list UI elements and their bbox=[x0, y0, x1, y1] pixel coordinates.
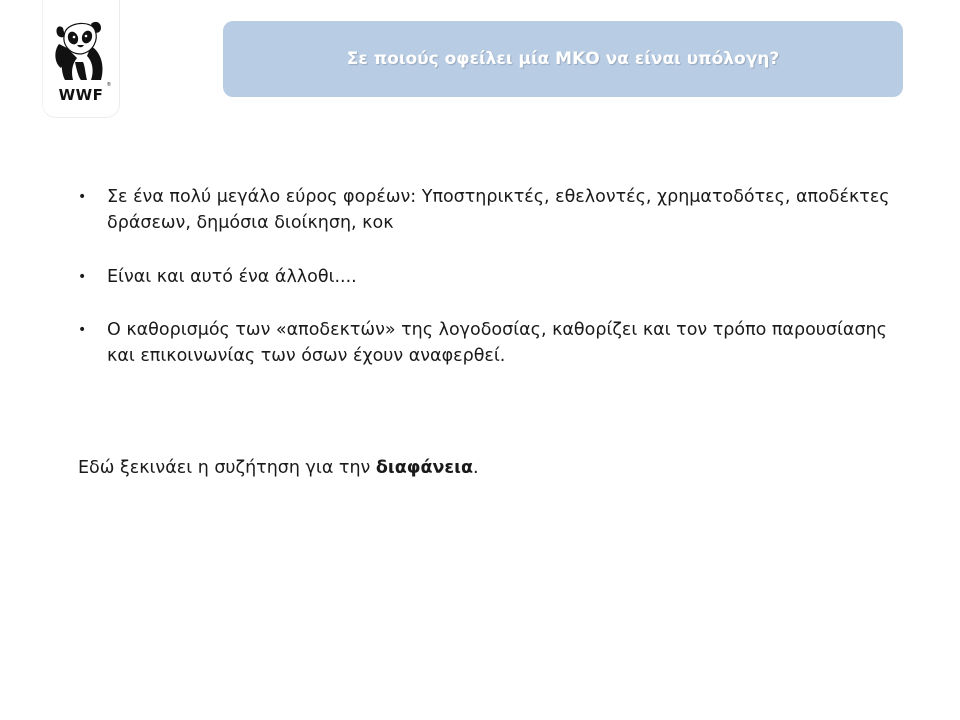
bullet-marker: • bbox=[78, 269, 87, 285]
panda-icon bbox=[51, 18, 111, 84]
bullet-text: Ο καθορισμός των «αποδεκτών» της λογοδοσίας, καθορίζει και τον τρόπο παρουσίασης και επικοινωνίας των όσων έχουν αναφερθεί. bbox=[107, 320, 887, 366]
closing-paragraph bbox=[78, 455, 479, 481]
bullet-item bbox=[78, 317, 898, 369]
closing-suffix: . bbox=[472, 458, 479, 478]
logo-text: WWF bbox=[58, 86, 104, 104]
title-bar bbox=[223, 21, 903, 97]
bullet-marker: • bbox=[78, 189, 87, 205]
bullet-item bbox=[78, 264, 898, 290]
slide-title: Σε ποιούς οφείλει μία ΜΚΟ να είναι υπόλογη? bbox=[346, 49, 780, 69]
closing-emphasis: διαφάνεια bbox=[375, 458, 473, 478]
bullet-list bbox=[78, 184, 898, 397]
bullet-text: Σε ένα πολύ μεγάλο εύρος φορέων: Υποστηρικτές, εθελοντές, χρηματοδότες, αποδέκτες δράσεων, δημόσια διοίκηση, κοκ bbox=[107, 187, 890, 233]
bullet-item bbox=[78, 184, 898, 236]
registered-mark: ® bbox=[107, 82, 111, 88]
closing-prefix: Εδώ ξεκινάει η συζήτηση για την bbox=[78, 458, 376, 478]
bullet-marker: • bbox=[78, 322, 87, 338]
wwf-logo bbox=[42, 0, 120, 118]
bullet-text: Είναι και αυτό ένα άλλοθι.... bbox=[107, 267, 357, 287]
